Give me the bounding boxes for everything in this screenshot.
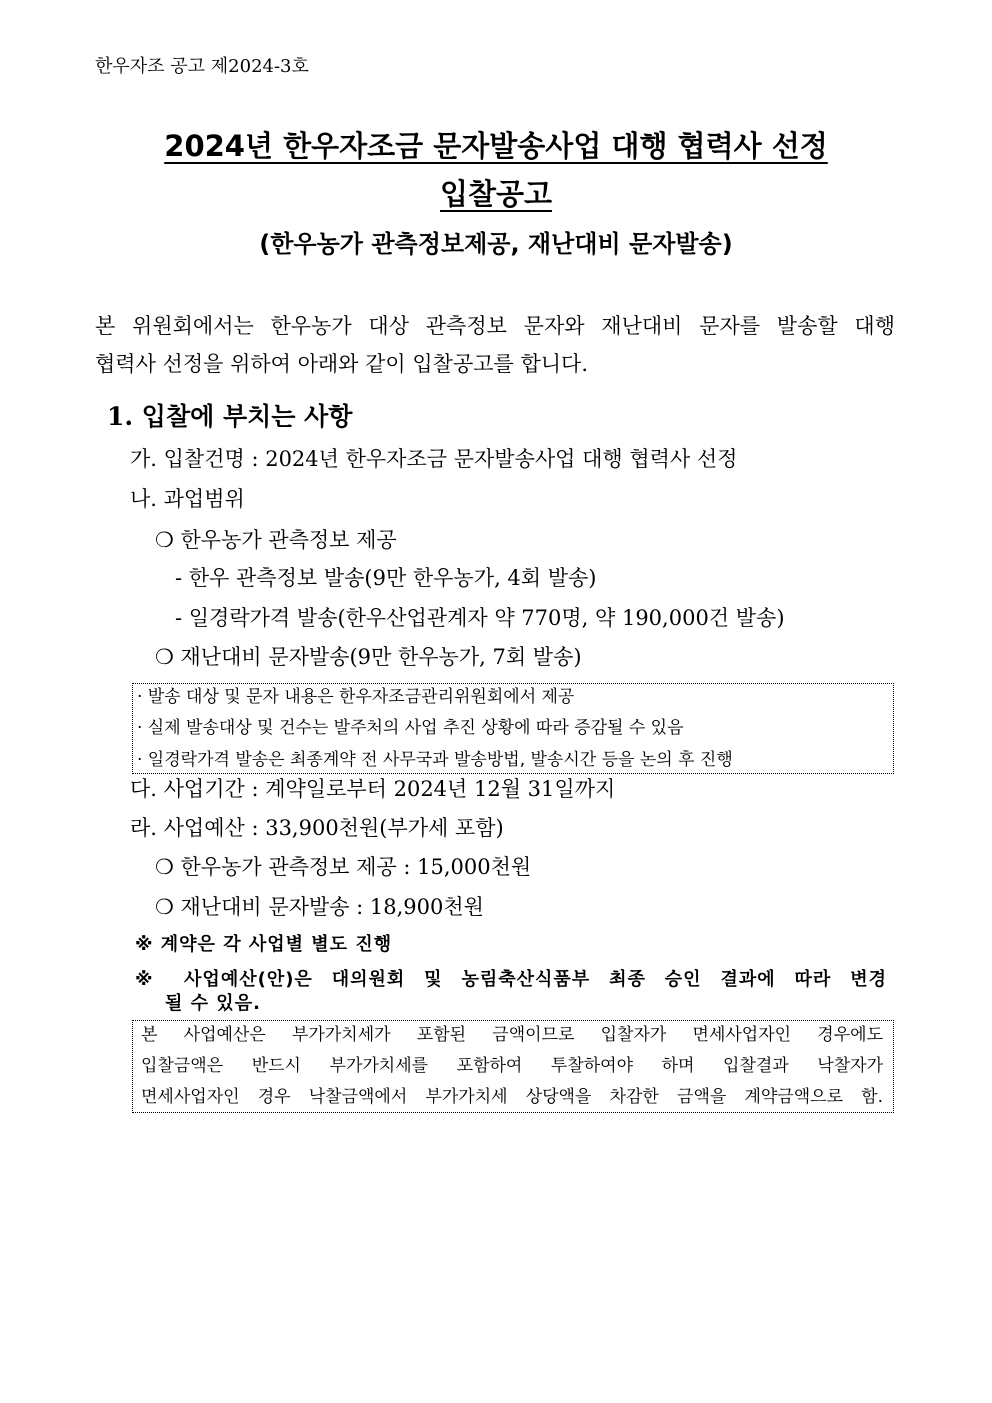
scope-1a: - 한우 관측정보 발송(9만 한우농가, 4회 발송): [175, 566, 597, 590]
scope-note: · 발송 대상 및 문자 내용은 한우자조금관리위원회에서 제공: [137, 687, 575, 707]
vat-notes-box: [132, 1020, 894, 1113]
scope-notes-box: [132, 683, 894, 774]
scope-2: ❍ 재난대비 문자발송(9만 한우농가, 7회 발송): [155, 645, 582, 669]
item-ra: 라. 사업예산 : 33,900천원(부가세 포함): [130, 816, 504, 840]
title-line2: 입찰공고: [439, 177, 553, 211]
document-number: 한우자조 공고 제2024-3호: [95, 56, 309, 77]
page-subtitle: (한우농가 관측정보제공, 재난대비 문자발송): [259, 230, 733, 258]
title-line1: 2024년 한우자조금 문자발송사업 대행 협력사 선정: [164, 129, 828, 163]
scope-note: · 실제 발송대상 및 건수는 발주처의 사업 추진 상황에 따라 증감될 수 있음: [137, 718, 684, 738]
item-ga: 가. 입찰건명 : 2024년 한우자조금 문자발송사업 대행 협력사 선정: [130, 447, 738, 471]
scope-1b: - 일경락가격 발송(한우산업관계자 약 770명, 약 190,000건 발송): [175, 606, 785, 630]
item-da: 다. 사업기간 : 계약일로부터 2024년 12월 31일까지: [130, 777, 616, 801]
vat-note: 입찰금액은 반드시 부가가치세를 포함하여 투찰하여야 하며 입찰결과 낙찰자가: [141, 1056, 883, 1076]
intro-line2: 협력사 선정을 위하여 아래와 같이 입찰공고를 합니다.: [95, 352, 589, 376]
page-title-line2: [0, 177, 992, 211]
vat-note: 본 사업예산은 부가가치세가 포함된 금액이므로 입찰자가 면세사업자인 경우에도: [141, 1025, 883, 1045]
section-heading: 1. 입찰에 부치는 사항: [107, 402, 353, 431]
scope-note: · 일경락가격 발송은 최종계약 전 사무국과 발송방법, 발송시간 등을 논의 후 진행: [137, 750, 733, 770]
vat-note: 면세사업자인 경우 낙찰금액에서 부가가치세 상당액을 차감한 금액을 계약금액으로 함.: [141, 1087, 883, 1107]
budget-2: ❍ 재난대비 문자발송 : 18,900천원: [155, 895, 484, 919]
intro-line1: 본 위원회에서는 한우농가 대상 관측정보 문자와 재난대비 문자를 발송할 대행: [95, 314, 895, 338]
budget-1: ❍ 한우농가 관측정보 제공 : 15,000천원: [155, 855, 532, 879]
note-budget-line2: 될 수 있음.: [165, 993, 261, 1014]
page-title: [0, 129, 992, 163]
note-contract: ※ 계약은 각 사업별 별도 진행: [135, 934, 393, 955]
scope-1: ❍ 한우농가 관측정보 제공: [155, 528, 397, 552]
item-na: 나. 과업범위: [130, 487, 245, 511]
note-budget: ※ 사업예산(안)은 대의원회 및 농림축산식품부 최종 승인 결과에 따라 변경: [135, 969, 887, 990]
